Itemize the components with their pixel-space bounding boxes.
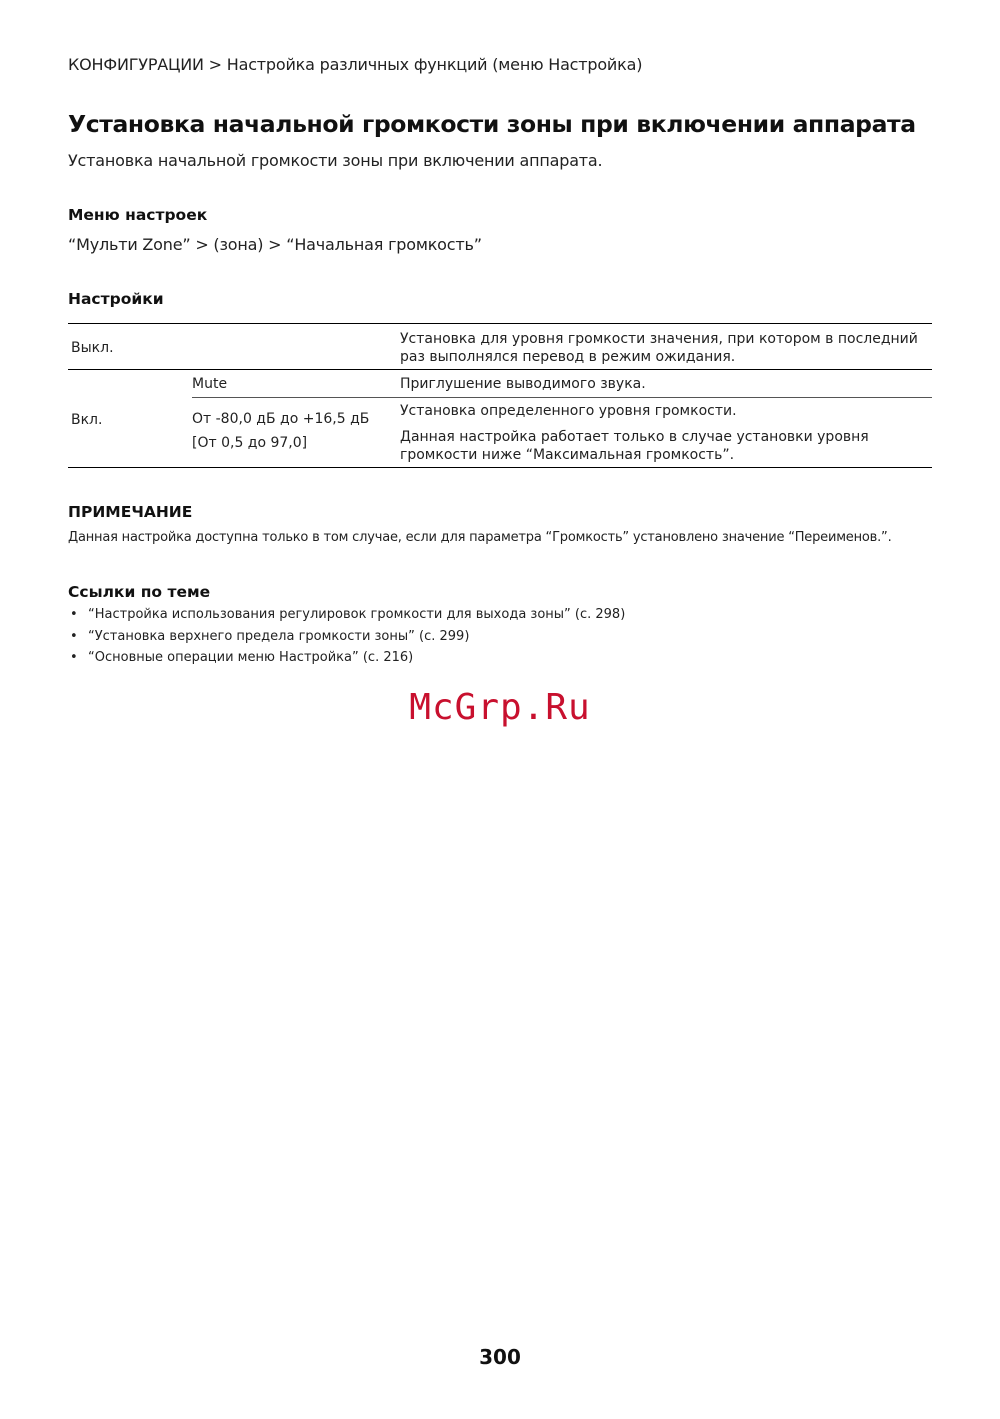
menu-heading: Меню настроек	[68, 206, 208, 224]
note-heading: ПРИМЕЧАНИЕ	[68, 503, 193, 521]
related-link[interactable]: • “Установка верхнего предела громкости зоны” (с. 299)	[70, 628, 470, 644]
cell-range-db: От -80,0 дБ до +16,5 дБ	[192, 411, 370, 427]
page-subtitle: Установка начальной громкости зоны при включении аппарата.	[68, 151, 603, 170]
cell-on-label: Вкл.	[71, 412, 103, 428]
related-heading: Ссылки по теме	[68, 583, 211, 601]
cell-off-desc-2: раз выполнялся перевод в режим ожидания.	[400, 349, 736, 365]
table-row-off	[68, 324, 932, 369]
cell-range-desc-2: Данная настройка работает только в случае установки уровня	[400, 429, 869, 445]
cell-range-num: [От 0,5 до 97,0]	[192, 435, 308, 451]
settings-table	[68, 323, 932, 468]
cell-mute-desc: Приглушение выводимого звука.	[400, 376, 646, 392]
table-bottom-rule	[68, 467, 932, 468]
cell-off-desc-1: Установка для уровня громкости значения, при котором в последний	[400, 331, 918, 347]
cell-mute-label: Mute	[192, 376, 228, 392]
page-number: 300	[479, 1345, 521, 1369]
related-links-list	[68, 606, 625, 671]
note-text: Данная настройка доступна только в том случае, если для параметра “Громкость” установлено значение “Переименов.”.	[68, 530, 892, 545]
cell-range-desc-1: Установка определенного уровня громкости.	[400, 403, 737, 419]
watermark: McGrp.Ru	[409, 687, 591, 728]
table-row-on	[68, 370, 932, 467]
bullet-icon: •	[70, 607, 78, 622]
bullet-icon: •	[70, 650, 78, 665]
page-title: Установка начальной громкости зоны при включении аппарата	[68, 110, 916, 138]
cell-off-label: Выкл.	[71, 340, 114, 356]
settings-heading: Настройки	[68, 290, 164, 308]
related-link[interactable]: • “Основные операции меню Настройка” (с. 216)	[70, 650, 414, 665]
related-link[interactable]: • “Настройка использования регулировок громкости для выхода зоны” (с. 298)	[70, 607, 626, 622]
menu-path: “Мульти Zone” > (зона) > “Начальная громкость”	[68, 235, 482, 254]
cell-range-desc-3: громкости ниже “Максимальная громкость”.	[400, 447, 735, 463]
bullet-icon: •	[70, 628, 78, 644]
breadcrumb: КОНФИГУРАЦИИ > Настройка различных функций (меню Настройка)	[68, 55, 643, 74]
